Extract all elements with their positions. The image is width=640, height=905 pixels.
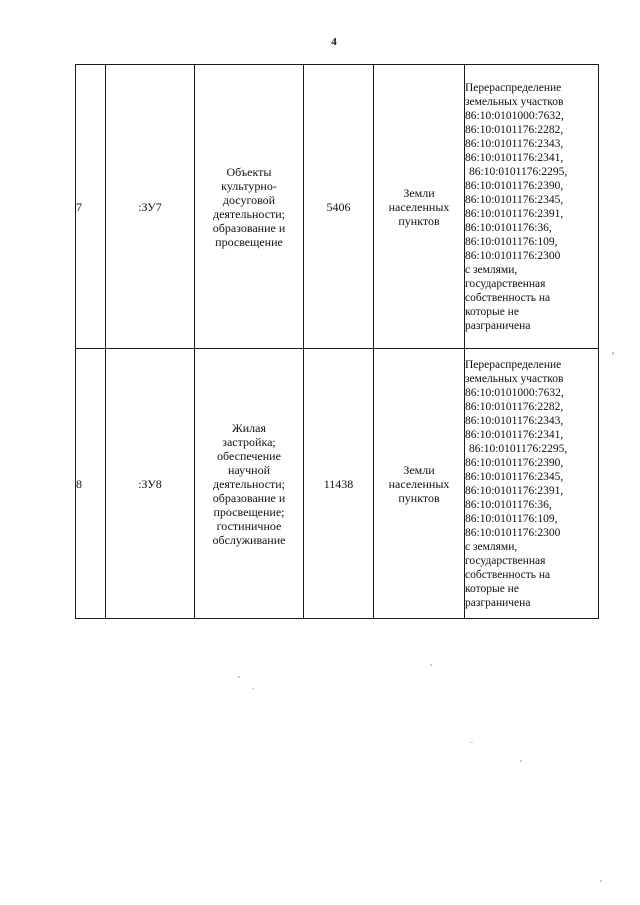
permitted-use-line: обеспечение (217, 448, 281, 463)
note-line: которые не (465, 582, 519, 595)
plot-code: :ЗУ8 (138, 476, 162, 491)
note-line: земельных участков (465, 372, 564, 385)
table-row (76, 349, 599, 619)
area-cell (304, 349, 374, 619)
note-line: 86:10:0101176:2391, (465, 207, 564, 220)
note-line: разграничена (465, 319, 531, 332)
plot-area: 5406 (326, 199, 351, 214)
note-line: государственная (465, 554, 546, 567)
note-line: 86:10:0101176:36, (465, 498, 552, 511)
note-line: 86:10:0101176:2300 (465, 526, 561, 539)
land-category-line: населенных (388, 199, 450, 214)
note-line: 86:10:0101176:2343, (465, 137, 564, 150)
note-line: 86:10:0101176:2390, (465, 456, 564, 469)
table-row (76, 65, 599, 349)
scan-speck (238, 676, 240, 678)
note-line: 86:10:0101176:2295, (469, 165, 568, 178)
scan-speck (430, 664, 432, 666)
note-line: 86:10:0101176:2390, (465, 179, 564, 192)
scan-speck (612, 352, 614, 355)
note-line: разграничена (465, 596, 531, 609)
note-line: 86:10:0101176:2341, (465, 428, 564, 441)
permitted-use-line: просвещение; (213, 504, 285, 519)
note-line: 86:10:0101176:2391, (465, 484, 564, 497)
row-number-cell (76, 349, 106, 619)
permitted-use-line: образование и (212, 490, 286, 505)
land-category-line: пунктов (398, 213, 440, 228)
scan-speck (520, 760, 522, 762)
note-line: государственная (465, 277, 546, 290)
land-category-line: населенных (388, 476, 450, 491)
scan-speck (600, 880, 602, 882)
note-line: 86:10:0101000:7632, (465, 109, 564, 122)
note-line: Перераспределение (465, 81, 562, 94)
note-line: которые не (465, 305, 519, 318)
note-line: собственность на (465, 291, 551, 304)
note-line: 86:10:0101176:2282, (465, 400, 564, 413)
permitted-use-line: застройка; (222, 434, 276, 449)
land-category-cell (374, 65, 465, 349)
note-line: 86:10:0101176:2343, (465, 414, 564, 427)
row-number: 7 (76, 199, 82, 214)
note-line: 86:10:0101176:36, (465, 221, 552, 234)
note-line: 86:10:0101176:2341, (465, 151, 564, 164)
note-line: 86:10:0101176:109, (465, 512, 558, 525)
land-category-line: пунктов (398, 490, 440, 505)
formation-method-cell (465, 349, 599, 619)
permitted-use-line: просвещение (215, 234, 283, 249)
permitted-use-cell (195, 349, 304, 619)
plot-code: :ЗУ7 (138, 199, 162, 214)
note-line: 86:10:0101176:2345, (465, 470, 564, 483)
note-line: собственность на (465, 568, 551, 581)
note-line: с землями, (465, 540, 518, 553)
page-number: 4 (331, 36, 337, 48)
note-line: 86:10:0101176:2300 (465, 249, 561, 262)
permitted-use-cell (195, 65, 304, 349)
permitted-use-line: гостиничное (216, 518, 282, 533)
row-number-cell (76, 65, 106, 349)
land-category-cell (374, 349, 465, 619)
plot-code-cell (106, 349, 195, 619)
permitted-use-line: деятельности; (212, 206, 286, 221)
area-cell (304, 65, 374, 349)
land-category-line: Земли (403, 462, 435, 477)
permitted-use-line: обслуживание (212, 532, 286, 547)
note-line: с землями, (465, 263, 518, 276)
row-number: 8 (76, 476, 82, 491)
note-line: земельных участков (465, 95, 564, 108)
note-line: 86:10:0101176:2282, (465, 123, 564, 136)
note-line: 86:10:0101000:7632, (465, 386, 564, 399)
permitted-use-line: научной (227, 462, 271, 477)
land-plots-table (75, 64, 599, 619)
note-line: 86:10:0101176:109, (465, 235, 558, 248)
permitted-use-line: деятельности; (212, 476, 286, 491)
scan-speck (470, 742, 473, 743)
permitted-use-line: культурно- (221, 178, 277, 193)
note-line: 86:10:0101176:2295, (469, 442, 568, 455)
scan-speck (252, 688, 254, 689)
note-line: Перераспределение (465, 358, 562, 371)
plot-code-cell (106, 65, 195, 349)
permitted-use-line: досуговой (222, 192, 276, 207)
plot-area: 11438 (323, 476, 354, 491)
formation-method-cell (465, 65, 599, 349)
permitted-use-line: Жилая (231, 420, 266, 435)
land-category-line: Земли (403, 185, 435, 200)
permitted-use-line: образование и (212, 220, 286, 235)
permitted-use-line: Объекты (226, 164, 272, 179)
note-line: 86:10:0101176:2345, (465, 193, 564, 206)
